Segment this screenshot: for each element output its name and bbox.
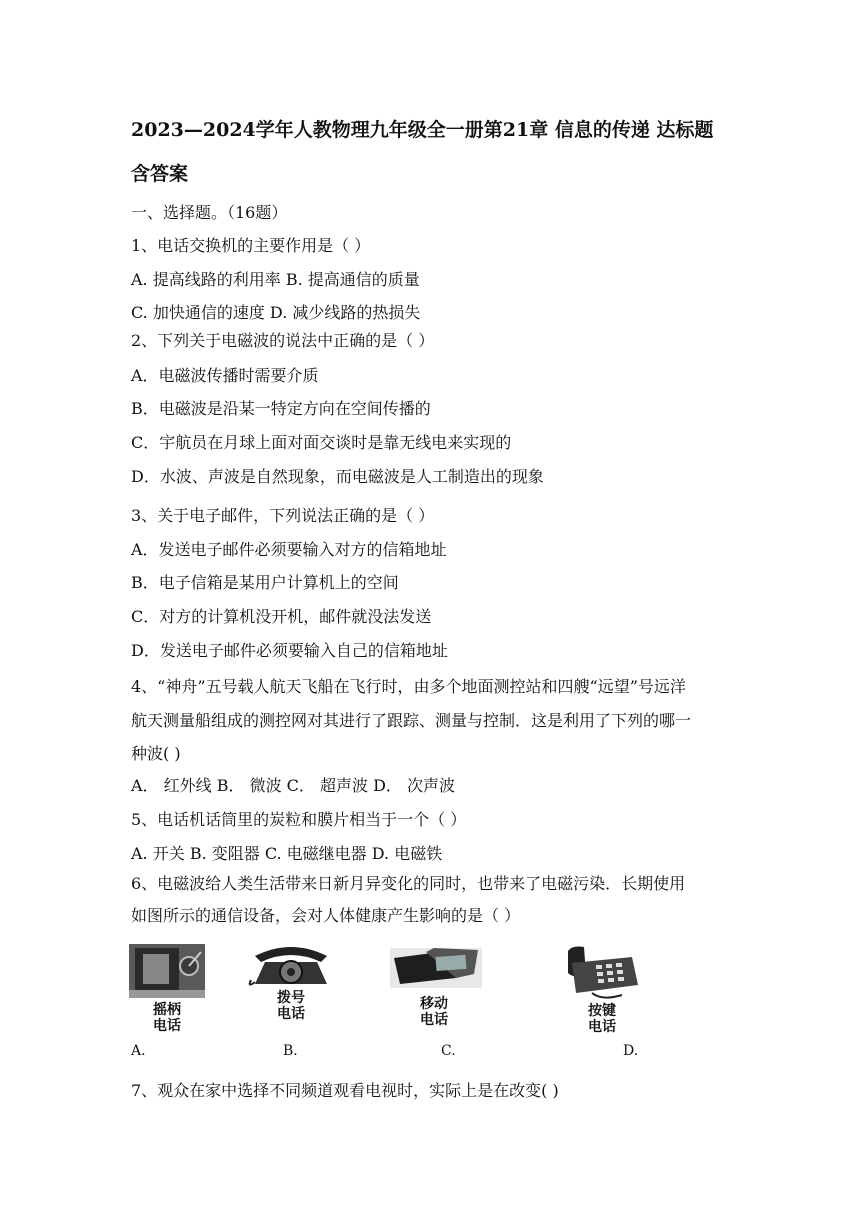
q4-stem-line2: 航天测量船组成的测控网对其进行了跟踪、测量与控制．这是利用了下列的哪一 [131,711,692,730]
document-title-line2: 含答案 [131,163,189,185]
q6-stem-line1: 6、电磁波给人类生活带来日新月异变化的同时，也带来了电磁污染．长期使用 [131,874,686,893]
q6-picture-d-label1: 按键 [588,1003,616,1019]
q6-picture-b [247,942,335,1022]
q2-option-c: C．宇航员在月球上面对面交谈时是靠无线电来实现的 [131,433,512,452]
q6-option-a-letter: A. [131,1043,146,1059]
q3-stem: 3、关于电子邮件，下列说法正确的是（ ） [131,506,435,525]
q6-picture-d-label2: 电话 [588,1019,616,1035]
q6-picture-a-label1: 摇柄 [153,1002,181,1018]
q3-option-a: A．发送电子邮件必须要输入对方的信箱地址 [131,540,447,559]
q1-stem: 1、电话交换机的主要作用是（ ） [131,236,371,255]
crank-phone-icon [129,944,205,998]
q2-option-b: B．电磁波是沿某一特定方向在空间传播的 [131,399,431,418]
keypad-phone-icon [562,945,640,1001]
q6-option-c-letter: C. [441,1043,456,1059]
q6-option-d-letter: D. [623,1043,639,1059]
q4-stem-line3: 种波( ) [131,744,181,763]
mobile-phone-icon [390,948,482,988]
q3-option-c: C．对方的计算机没开机，邮件就没法发送 [131,607,432,626]
q2-option-a: A．电磁波传播时需要介质 [131,366,319,385]
q5-stem: 5、电话机话筒里的炭粒和膜片相当于一个（ ） [131,810,467,829]
q4-options: A． 红外线 B． 微波 C． 超声波 D． 次声波 [131,776,455,795]
q6-stem-line2: 如图所示的通信设备，会对人体健康产生影响的是（ ） [131,906,521,925]
q6-picture-d [562,945,640,1039]
section-heading: 一、选择题。（16题） [131,203,288,222]
q6-picture-b-label1: 拨号 [277,990,305,1006]
q4-stem-line1: 4、“神舟”五号载人航天飞船在飞行时，由多个地面测控站和四艘“远望”号远洋 [131,677,686,696]
q6-picture-c-label1: 移动 [420,996,448,1012]
q6-picture-b-label2: 电话 [277,1006,305,1022]
q1-options-line2: C. 加快通信的速度 D. 减少线路的热损失 [131,303,421,322]
q5-options: A. 开关 B. 变阻器 C. 电磁继电器 D. 电磁铁 [131,844,443,863]
q2-stem: 2、下列关于电磁波的说法中正确的是（ ） [131,331,435,350]
q1-options-line1: A. 提高线路的利用率 B. 提高通信的质量 [131,270,420,289]
q6-picture-a-label2: 电话 [153,1018,181,1034]
q6-picture-a [129,944,205,1034]
q6-picture-c [390,948,482,1032]
q6-picture-c-label2: 电话 [420,1012,448,1028]
q3-option-d: D．发送电子邮件必须要输入自己的信箱地址 [131,641,448,660]
q2-option-d: D．水波、声波是自然现象，而电磁波是人工制造出的现象 [131,467,544,486]
q3-option-b: B．电子信箱是某用户计算机上的空间 [131,573,399,592]
document-title-line1: 2023—2024学年人教物理九年级全一册第21章 信息的传递 达标题 [131,119,714,141]
q7-stem: 7、观众在家中选择不同频道观看电视时，实际上是在改变( ) [131,1081,559,1100]
rotary-phone-icon [247,942,335,988]
q6-option-b-letter: B. [283,1043,298,1059]
